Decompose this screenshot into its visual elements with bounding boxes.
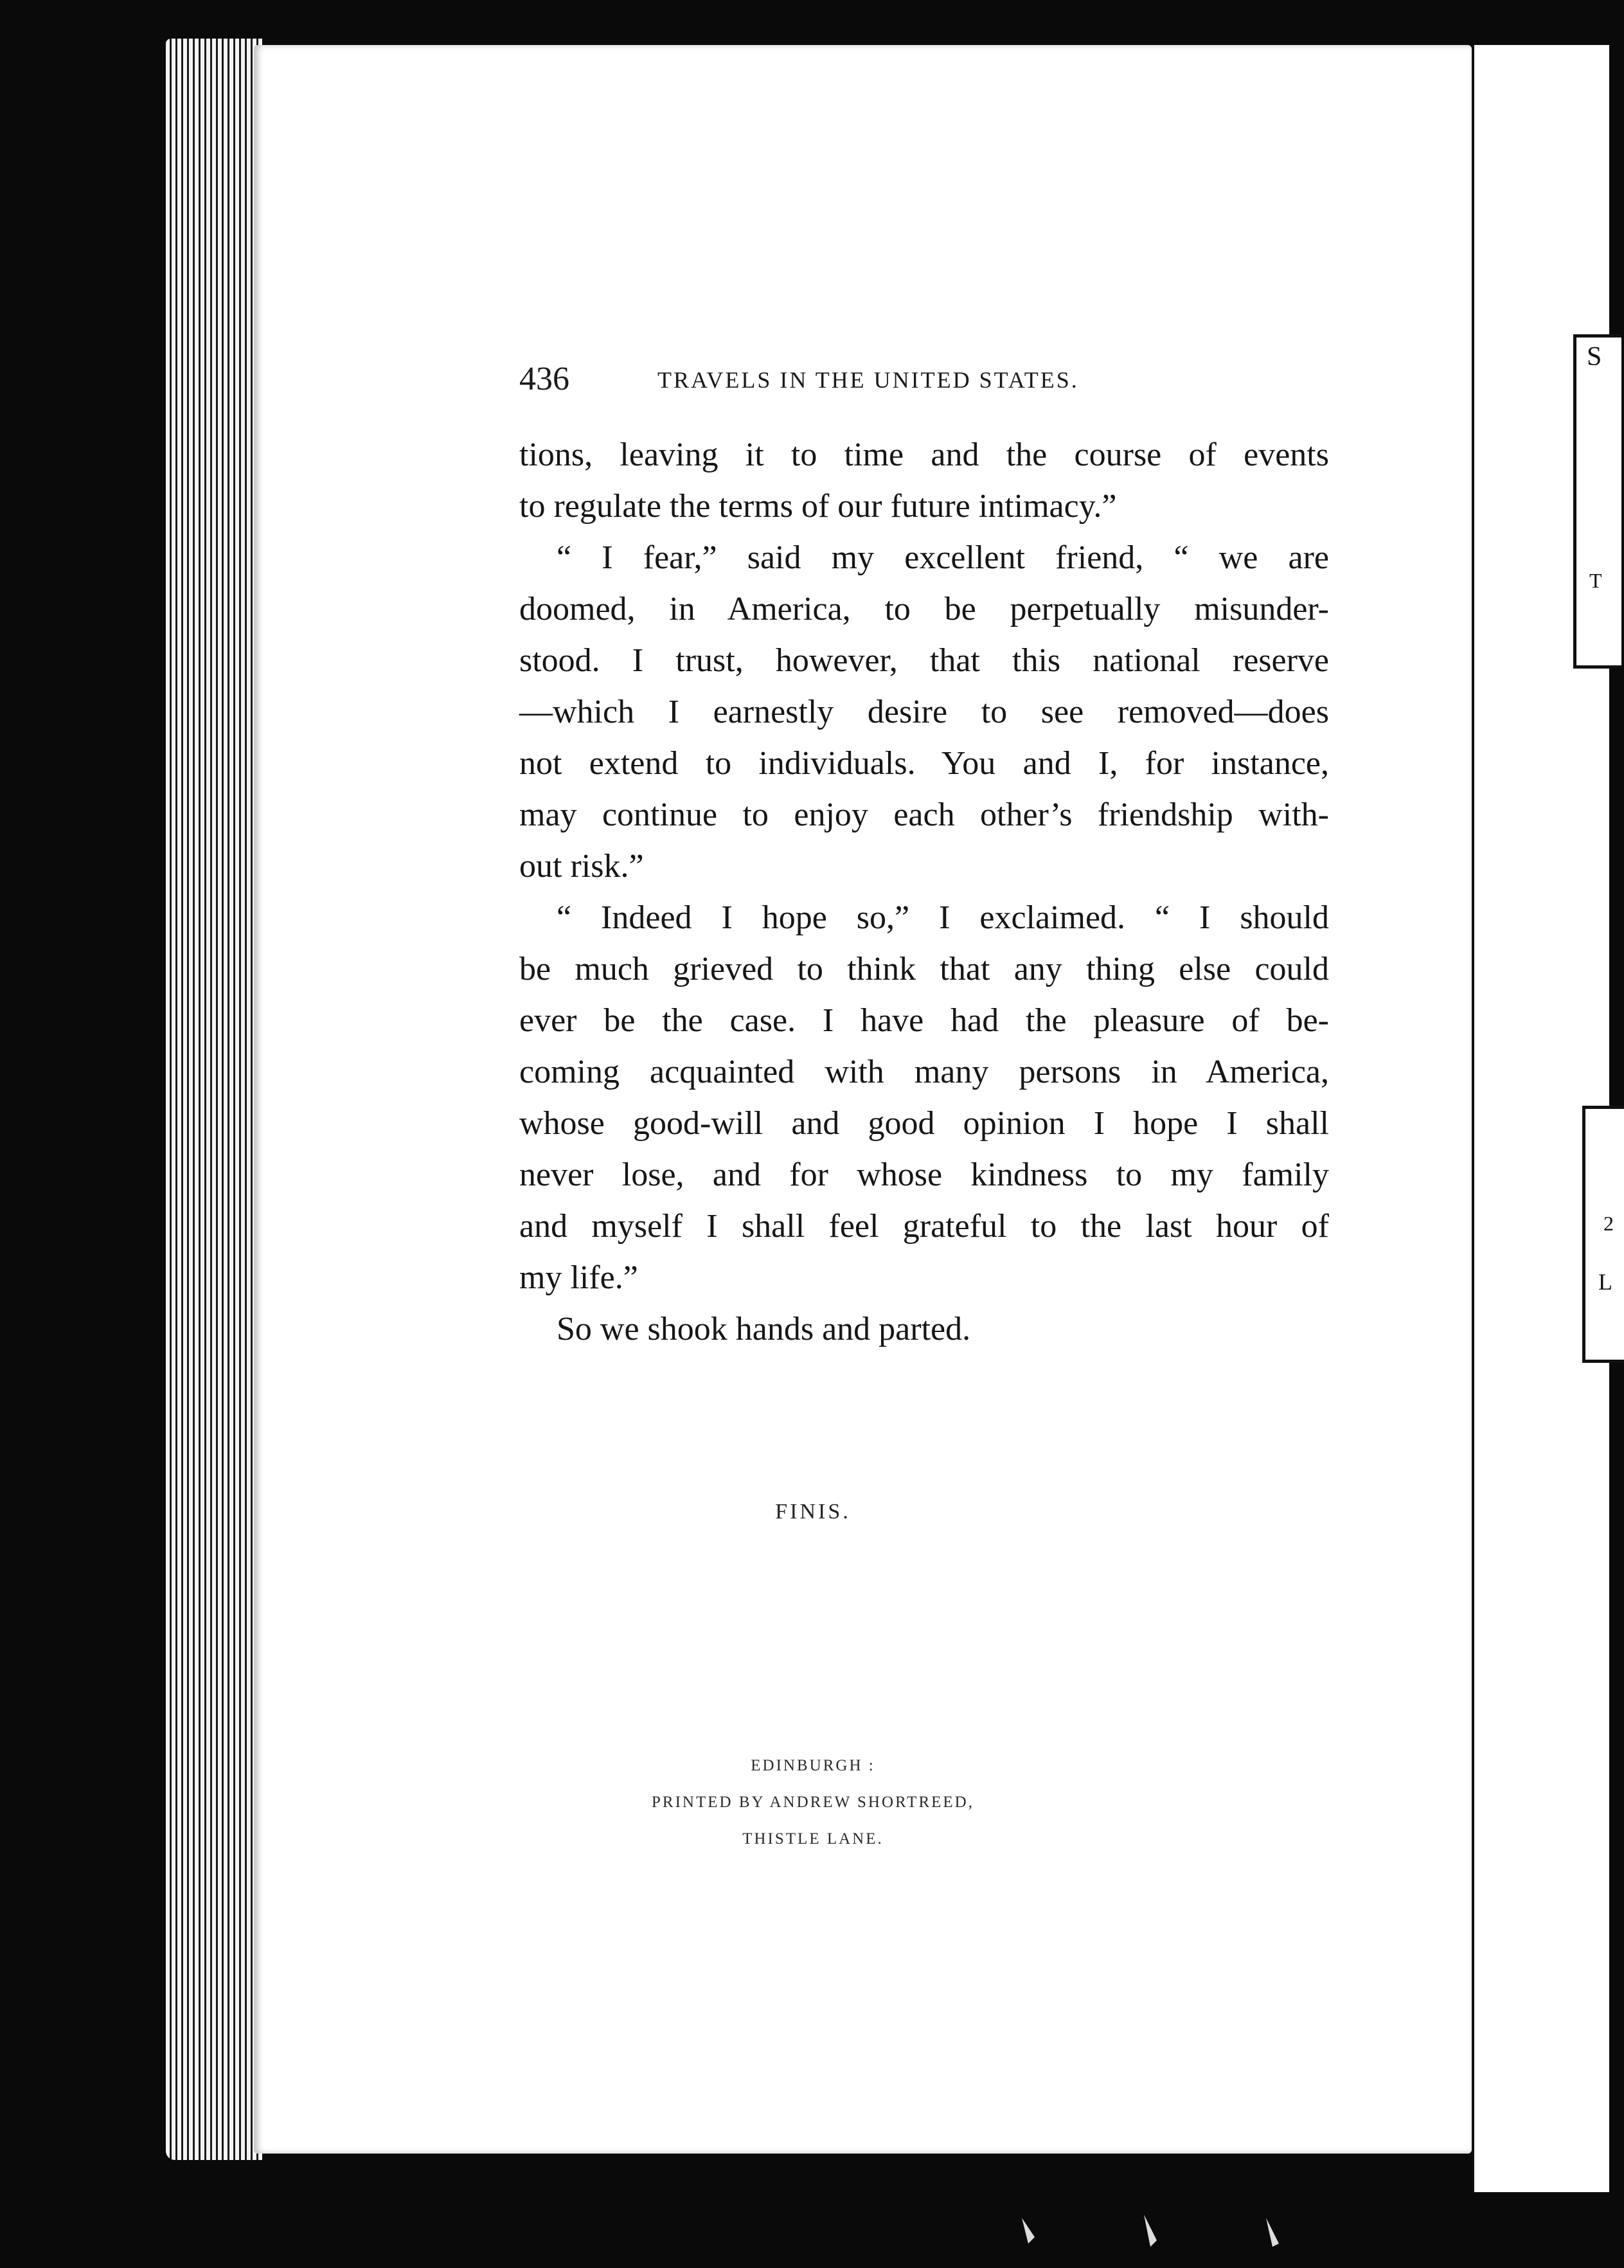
text-line: to regulate the terms of our future intimacy.” [519, 488, 1117, 525]
running-head: TRAVELS IN THE UNITED STATES. [657, 367, 1079, 393]
adjacent-letter-t: T [1589, 569, 1602, 592]
text-line: be much grieved to think that any thing else could [519, 951, 1329, 987]
adjacent-page-slip-bottom [1582, 1106, 1624, 1363]
text-line: out risk.” [519, 848, 644, 885]
text-line: So we shook hands and parted. [557, 1311, 971, 1347]
imprint-address: THISTLE LANE. [742, 1830, 884, 1848]
text-line: “ I fear,” said my excellent friend, “ we are [557, 539, 1329, 576]
text-line: may continue to enjoy each other’s friendship with- [519, 797, 1329, 833]
page-number: 436 [519, 361, 569, 397]
text-line: coming acquainted with many persons in America, [519, 1054, 1329, 1090]
adjacent-letter-s: S [1587, 342, 1602, 372]
text-line: ever be the case. I have had the pleasure of be- [519, 1002, 1329, 1039]
body-text [519, 429, 1329, 1355]
imprint-printer: PRINTED BY ANDREW SHORTREED, [652, 1794, 974, 1811]
adjacent-letter-l: L [1598, 1269, 1612, 1295]
text-line: and myself I shall feel grateful to the last hour of [519, 1208, 1329, 1245]
text-line: my life.” [519, 1259, 638, 1296]
binding-marks [996, 2211, 1317, 2250]
adjacent-letter-2: 2 [1603, 1212, 1614, 1235]
text-line: —which I earnestly desire to see removed—does [519, 694, 1329, 730]
text-line: whose good-will and good opinion I hope I shall [519, 1105, 1329, 1142]
text-line: doomed, in America, to be perpetually misunder- [519, 591, 1329, 627]
adjacent-page-slip-top [1573, 334, 1621, 669]
text-line: not extend to individuals. You and I, for instance, [519, 745, 1329, 782]
page-header [519, 360, 1329, 405]
text-line: “ Indeed I hope so,” I exclaimed. “ I should [557, 899, 1329, 936]
text-line: never lose, and for whose kindness to my family [519, 1156, 1329, 1193]
text-line: tions, leaving it to time and the course of events [519, 437, 1329, 473]
finis-label: FINIS. [775, 1500, 851, 1524]
imprint-city: EDINBURGH : [751, 1757, 875, 1774]
text-line: stood. I trust, however, that this national reserve [519, 642, 1329, 679]
